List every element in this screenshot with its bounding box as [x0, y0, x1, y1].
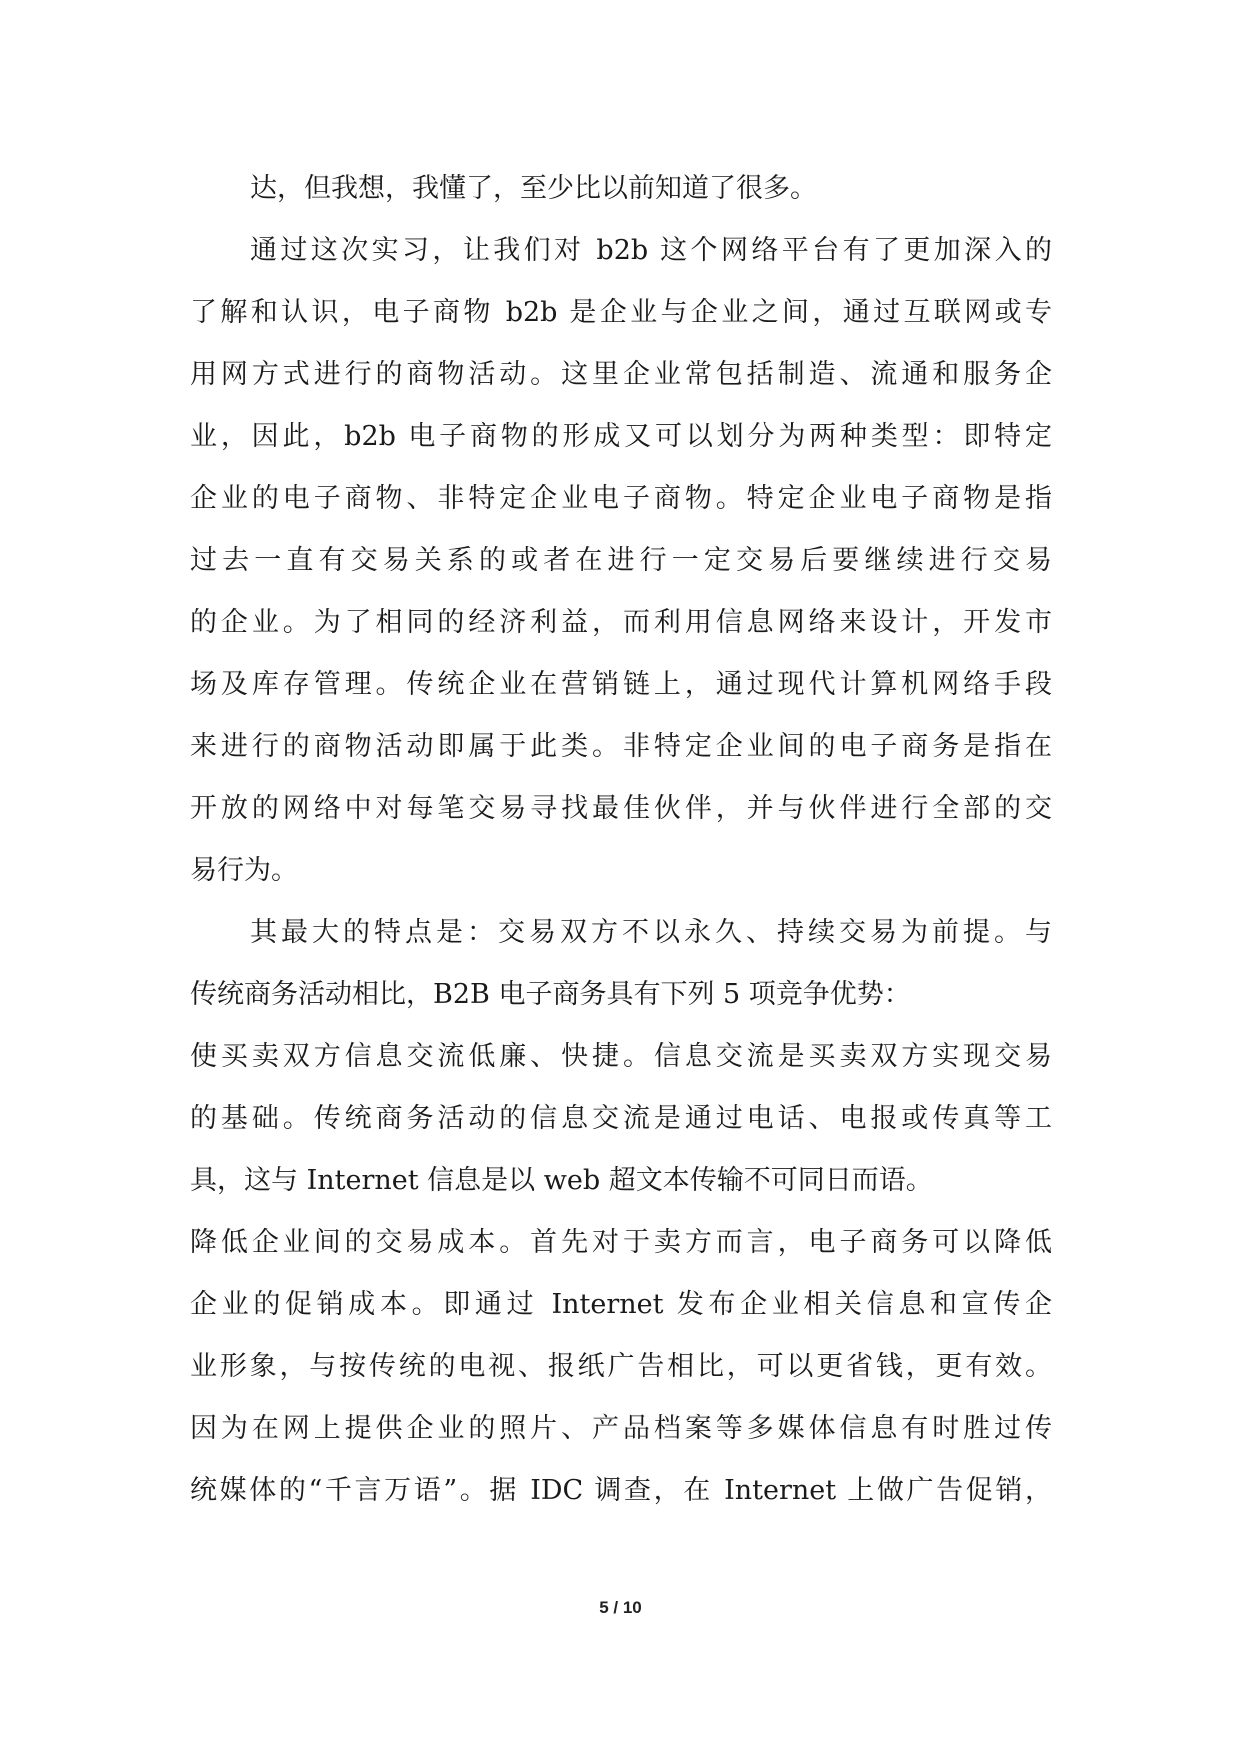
body-text — [190, 158, 1052, 1522]
text-line: 了解和认识，电子商物 b2b 是企业与企业之间，通过互联网或专 — [190, 297, 1052, 328]
text-line: 开放的网络中对每笔交易寻找最佳伙伴，并与伙伴进行全部的交 — [190, 793, 1052, 824]
text-line: 用网方式进行的商物活动。这里企业常包括制造、流通和服务企 — [190, 359, 1052, 390]
text-line: 的企业。为了相同的经济利益，而利用信息网络来设计，开发市 — [190, 607, 1052, 638]
text-line: 企业的促销成本。即通过 Internet 发布企业相关信息和宣传企 — [190, 1289, 1052, 1320]
text-line: 传统商务活动相比，B2B 电子商务具有下列 5 项竞争优势： — [190, 979, 911, 1010]
text-line: 的基础。传统商务活动的信息交流是通过电话、电报或传真等工 — [190, 1103, 1052, 1134]
text-line: 业形象，与按传统的电视、报纸广告相比，可以更省钱，更有效。 — [190, 1351, 1052, 1382]
text-line: 其最大的特点是：交易双方不以永久、持续交易为前提。与 — [250, 917, 1052, 948]
text-line: 来进行的商物活动即属于此类。非特定企业间的电子商务是指在 — [190, 731, 1052, 762]
page-number: 5 / 10 — [599, 1598, 642, 1617]
text-line: 具，这与 Internet 信息是以 web 超文本传输不可同日而语。 — [190, 1165, 933, 1196]
text-line: 场及库存管理。传统企业在营销链上，通过现代计算机网络手段 — [190, 669, 1052, 700]
text-line: 统媒体的“千言万语”。据 IDC 调查，在 Internet 上做广告促销， — [190, 1475, 1052, 1506]
text-line: 因为在网上提供企业的照片、产品档案等多媒体信息有时胜过传 — [190, 1413, 1052, 1444]
text-line: 易行为。 — [190, 855, 298, 886]
text-line: 企业的电子商物、非特定企业电子商物。特定企业电子商物是指 — [190, 483, 1052, 514]
text-line: 降低企业间的交易成本。首先对于卖方而言，电子商务可以降低 — [190, 1227, 1052, 1258]
text-line: 达，但我想，我懂了，至少比以前知道了很多。 — [250, 173, 817, 204]
text-line: 使买卖双方信息交流低廉、快捷。信息交流是买卖双方实现交易 — [190, 1041, 1052, 1072]
text-line: 通过这次实习，让我们对 b2b 这个网络平台有了更加深入的 — [250, 235, 1052, 266]
text-line: 业，因此，b2b 电子商物的形成又可以划分为两种类型：即特定 — [190, 421, 1052, 452]
text-line: 过去一直有交易关系的或者在进行一定交易后要继续进行交易 — [190, 545, 1052, 576]
